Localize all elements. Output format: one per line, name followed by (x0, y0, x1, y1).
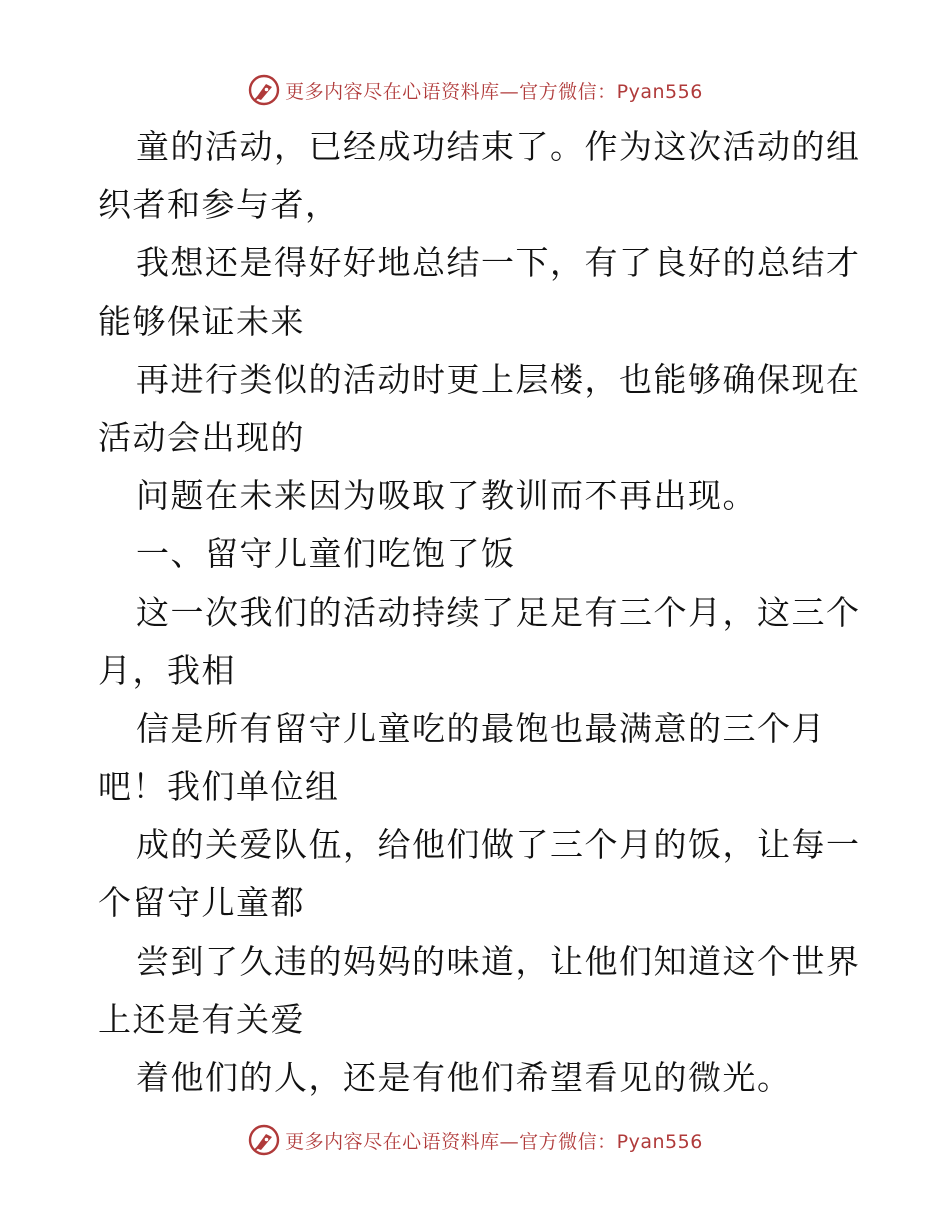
paragraph-line: 个留守儿童都 (98, 883, 305, 923)
paragraph-line: 一、留守儿童们吃饱了饭 (136, 534, 516, 574)
paragraph-line: 信是所有留守儿童吃的最饱也最满意的三个月 (136, 708, 826, 748)
pen-nib-logo-icon (247, 73, 281, 107)
paragraph-line: 吧！我们单位组 (98, 767, 340, 807)
paragraph-line: 能够保证未来 (98, 301, 305, 341)
footer-banner-text: 更多内容尽在心语资料库—官方微信：Pyan556 (285, 1130, 703, 1153)
paragraph-line: 我想还是得好好地总结一下，有了良好的总结才 (136, 243, 861, 283)
paragraph-line: 着他们的人，还是有他们希望看见的微光。 (136, 1058, 792, 1097)
paragraph-line: 尝到了久违的妈妈的味道，让他们知道这个世界 (136, 941, 861, 981)
paragraph-line: 上还是有关爱 (98, 999, 305, 1039)
paragraph-line: 问题在未来因为吸取了教训而不再出现。 (136, 476, 757, 516)
header-banner (0, 70, 950, 110)
header-banner-text: 更多内容尽在心语资料库—官方微信：Pyan556 (285, 80, 703, 103)
document-body (98, 118, 861, 1107)
footer-banner (0, 1120, 950, 1160)
paragraph-line: 活动会出现的 (98, 417, 305, 457)
paragraph-line: 月，我相 (98, 650, 236, 690)
paragraph-line: 这一次我们的活动持续了足足有三个月，这三个 (136, 592, 861, 632)
paragraph-line: 成的关爱队伍，给他们做了三个月的饭，让每一 (136, 825, 861, 865)
paragraph-line: 童的活动，已经成功结束了。作为这次活动的组 (136, 127, 861, 166)
paragraph-line: 织者和参与者， (98, 185, 340, 225)
pen-nib-logo-icon (247, 1123, 281, 1157)
paragraph-line: 再进行类似的活动时更上层楼，也能够确保现在 (136, 359, 861, 399)
